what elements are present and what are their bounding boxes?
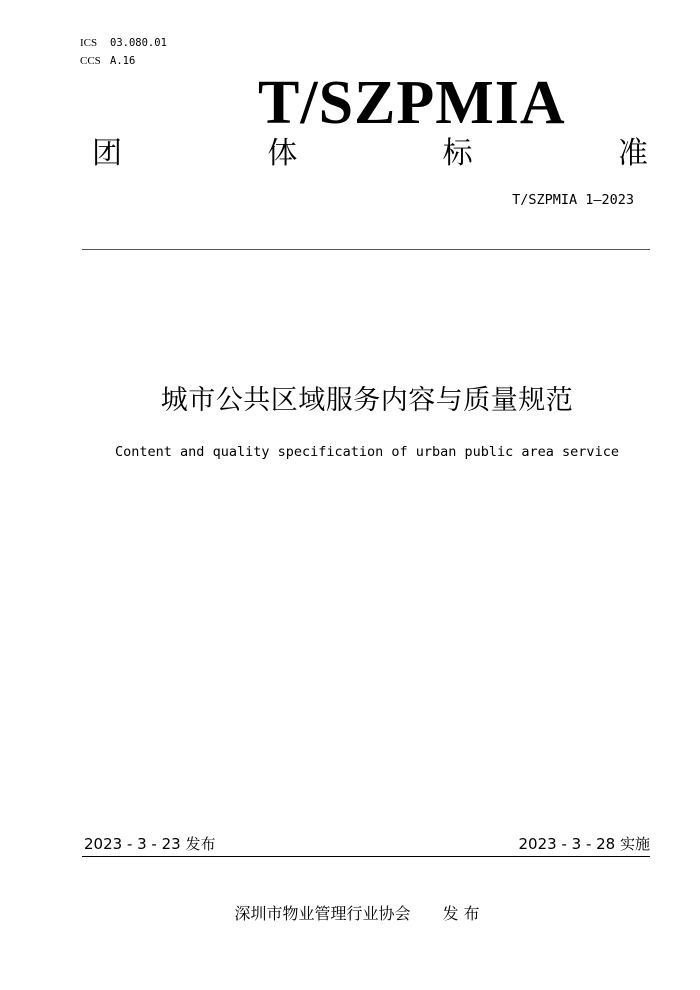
standard-kind-char: 标 <box>442 136 473 171</box>
standard-kind-char: 准 <box>617 136 648 171</box>
ics-row <box>80 34 167 52</box>
publisher-line <box>0 903 700 925</box>
document-title-chinese: 城市公共区域服务内容与质量规范 <box>160 385 574 416</box>
standard-number: T/SZPMIA 1—2023 <box>512 192 634 208</box>
standard-kind-char: 体 <box>267 136 298 171</box>
publisher-name: 深圳市物业管理行业协会 <box>234 904 411 923</box>
ics-value: 03.080.01 <box>110 37 167 49</box>
ics-label: ICS <box>80 37 98 49</box>
ccs-row <box>80 52 167 70</box>
header-divider <box>82 249 650 250</box>
ccs-label: CCS <box>80 55 101 67</box>
standard-kind-char: 团 <box>92 136 122 171</box>
organization-code: T/SZPMIA <box>258 69 566 137</box>
standard-kind <box>92 134 648 174</box>
issue-date: 2023 - 3 - 23 发布 <box>84 835 216 853</box>
classification-codes <box>80 34 167 70</box>
footer-divider <box>82 856 650 857</box>
publisher-action: 发 布 <box>442 904 480 923</box>
implementation-date: 2023 - 3 - 28 实施 <box>518 835 650 853</box>
document-title-english: Content and quality specification of urban public area service <box>115 444 619 460</box>
ccs-value: A.16 <box>110 55 136 67</box>
